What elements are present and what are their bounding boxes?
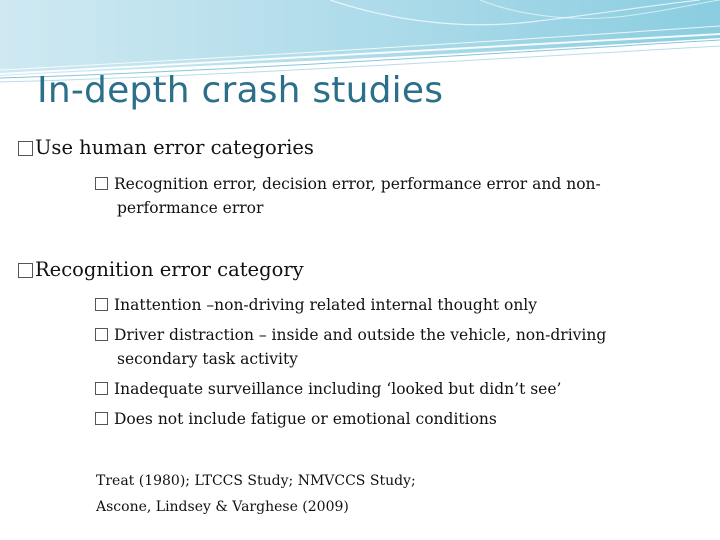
section-heading: Use human error categories: [18, 136, 314, 159]
list-item: Does not include fatigue or emotional conditions: [95, 407, 635, 431]
square-bullet-icon: [18, 263, 33, 278]
square-bullet-icon: [95, 177, 108, 190]
list-item: Recognition error, decision error, performance error and non-performance error: [95, 172, 685, 220]
square-bullet-icon: [18, 141, 33, 156]
square-bullet-icon: [95, 328, 108, 341]
section-heading: Recognition error category: [18, 258, 304, 281]
square-bullet-icon: [95, 382, 108, 395]
list-item: Driver distraction – inside and outside the vehicle, non-driving secondary task activity: [95, 323, 635, 371]
list-item: Inattention –non-driving related internal thought only: [95, 293, 635, 317]
references: [96, 468, 416, 520]
reference-line: Treat (1980); LTCCS Study; NMVCCS Study;: [96, 473, 416, 489]
square-bullet-icon: [95, 298, 108, 311]
square-bullet-icon: [95, 412, 108, 425]
reference-line: Ascone, Lindsey & Varghese (2009): [96, 499, 349, 515]
slide-title: In-depth crash studies: [37, 70, 444, 111]
list-item: Inadequate surveillance including ‘looked but didn’t see’: [95, 377, 635, 401]
sub-list: [95, 293, 635, 431]
